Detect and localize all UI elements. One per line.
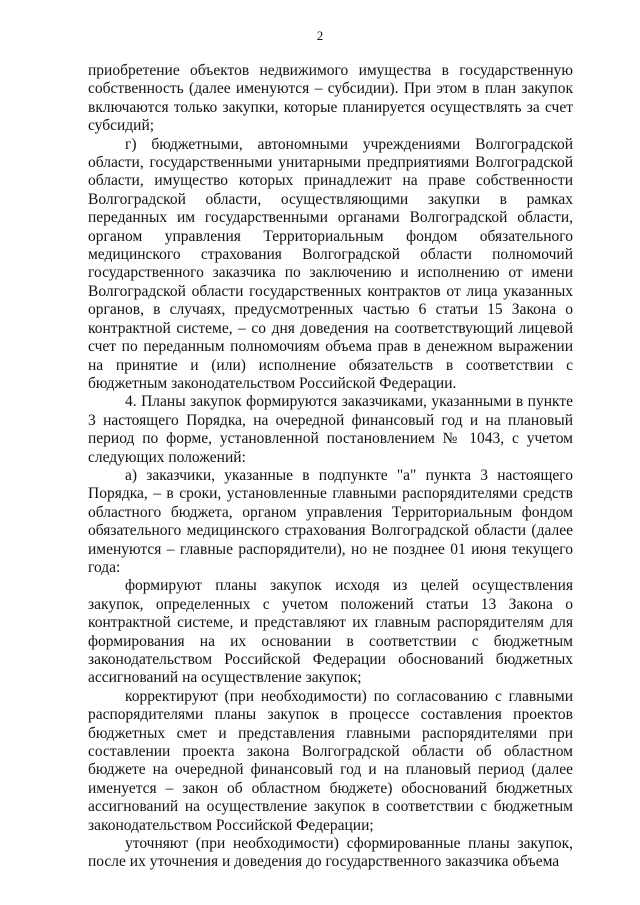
paragraph-subsidies-continuation: приобретение объектов недвижимого имущества в государственную собственность (далее именуются – субсидии). При этом в план закупок включаются только закупки, которые планируется осуществлять за счет субсидий;: [88, 62, 573, 135]
document-body: [88, 62, 573, 872]
paragraph-refine-plans: уточняют (при необходимости) сформированные планы закупок, после их уточнения и доведения до государственного заказчика объема: [88, 835, 573, 871]
paragraph-item-a: а) заказчики, указанные в подпункте "а" пункта 3 настоящего Порядка, – в сроки, установленные главными распорядителями средств областного бюджета, органом управления Территориальным фондом обязательного медицинского страхования Волгоградской области (далее именуются – главные распорядители), но не позднее 01 июня текущего года:: [88, 466, 573, 576]
paragraph-item-g: г) бюджетными, автономными учреждениями Волгоградской области, государственными унитарными предприятиями Волгоградской области, имущество которых принадлежит на праве собственности Волгоградской области, осуществляющими закупки в рамках переданных им государственными органами Волгоградской области, органом управления Территориальным фондом обязательного медицинского страхования Волгоградской области полномочий государственного заказчика по заключению и исполнению от имени Волгоградской области государственных контрактов от лица указанных органов, в случаях, предусмотренных частью 6 статьи 15 Закона о контрактной системе, – со дня доведения на соответствующий лицевой счет по переданным полномочиям объема прав в денежном выражении на принятие и (или) исполнение обязательств в соответствии с бюджетным законодательством Российской Федерации.: [88, 135, 573, 392]
paragraph-clause-4: 4. Планы закупок формируются заказчиками, указанными в пункте 3 настоящего Порядка, на очередной финансовый год и на плановый период по форме, установленной постановлением № 1043, с учетом следующих положений:: [88, 393, 573, 466]
paragraph-adjust-plans: корректируют (при необходимости) по согласованию с главными распорядителями планы закупок в процессе составления проектов бюджетных смет и представления главными распорядителями при составлении проекта закона Волгоградской области об областном бюджете на очередной финансовый год и на плановый период (далее именуется – закон об областном бюджете) обоснований бюджетных ассигнований на осуществление закупок в соответствии с бюджетным законодательством Российской Федерации;: [88, 687, 573, 834]
page-number: 2: [316, 28, 324, 43]
paragraph-form-plans: формируют планы закупок исходя из целей осуществления закупок, определенных с учетом положений статьи 13 Закона о контрактной системе, и представляют их главным распорядителям для формирования на их основании в соответствии с бюджетным законодательством Российской Федерации обоснований бюджетных ассигнований на осуществление закупок;: [88, 577, 573, 687]
